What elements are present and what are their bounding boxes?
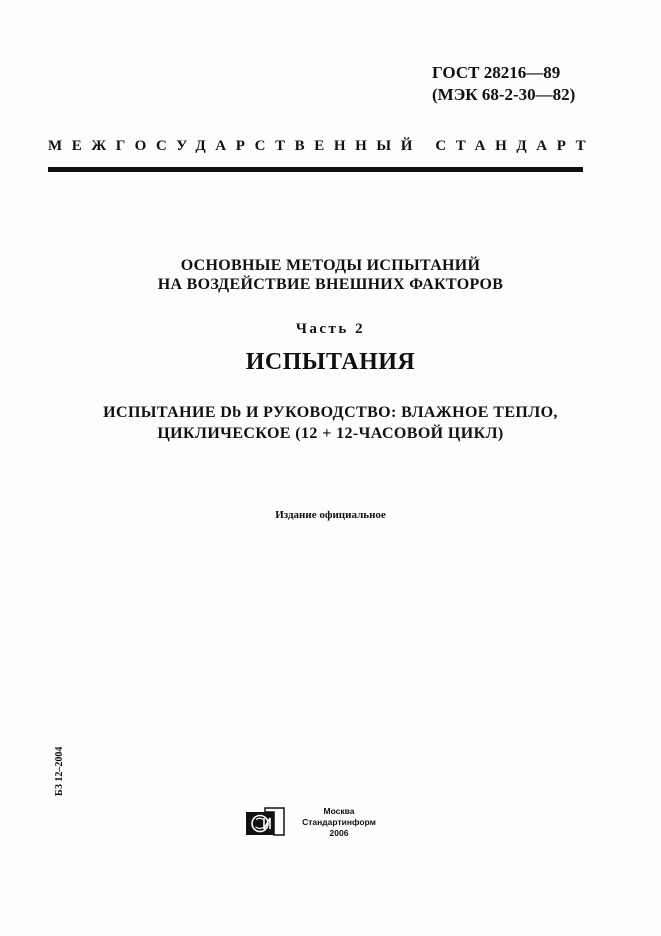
part-title: ИСПЫТАНИЯ — [245, 349, 416, 375]
publisher-name: Стандартинформ — [302, 817, 376, 827]
publisher-city: Москва — [323, 806, 355, 816]
test-title — [0, 402, 661, 444]
gost-number: ГОСТ 28216—89 — [432, 63, 561, 82]
publisher-year: 2006 — [329, 828, 349, 838]
iec-number: (МЭК 68-2-30—82) — [432, 85, 576, 104]
main-title-line-1: ОСНОВНЫЕ МЕТОДЫ ИСПЫТАНИЙ — [180, 257, 481, 274]
standard-number-block — [432, 62, 575, 106]
part-label: Часть 2 — [295, 321, 366, 337]
main-title-line-2: НА ВОЗДЕЙСТВИЕ ВНЕШНИХ ФАКТОРОВ — [157, 276, 504, 293]
publisher-info — [292, 806, 386, 839]
standartinform-logo-icon — [245, 806, 285, 836]
interstate-standard-heading: МЕЖГОСУДАРСТВЕННЫЙ СТАНДАРТ — [48, 138, 596, 154]
heading-rule — [48, 167, 583, 172]
main-title — [0, 256, 661, 294]
side-code: БЗ 12–2004 — [54, 746, 65, 796]
edition-label: Издание официальное — [275, 509, 386, 521]
test-title-line-1: ИСПЫТАНИЕ Db И РУКОВОДСТВО: ВЛАЖНОЕ ТЕПЛО, — [103, 404, 558, 421]
test-title-line-2: ЦИКЛИЧЕСКОЕ (12 + 12-ЧАСОВОЙ ЦИКЛ) — [157, 425, 504, 442]
